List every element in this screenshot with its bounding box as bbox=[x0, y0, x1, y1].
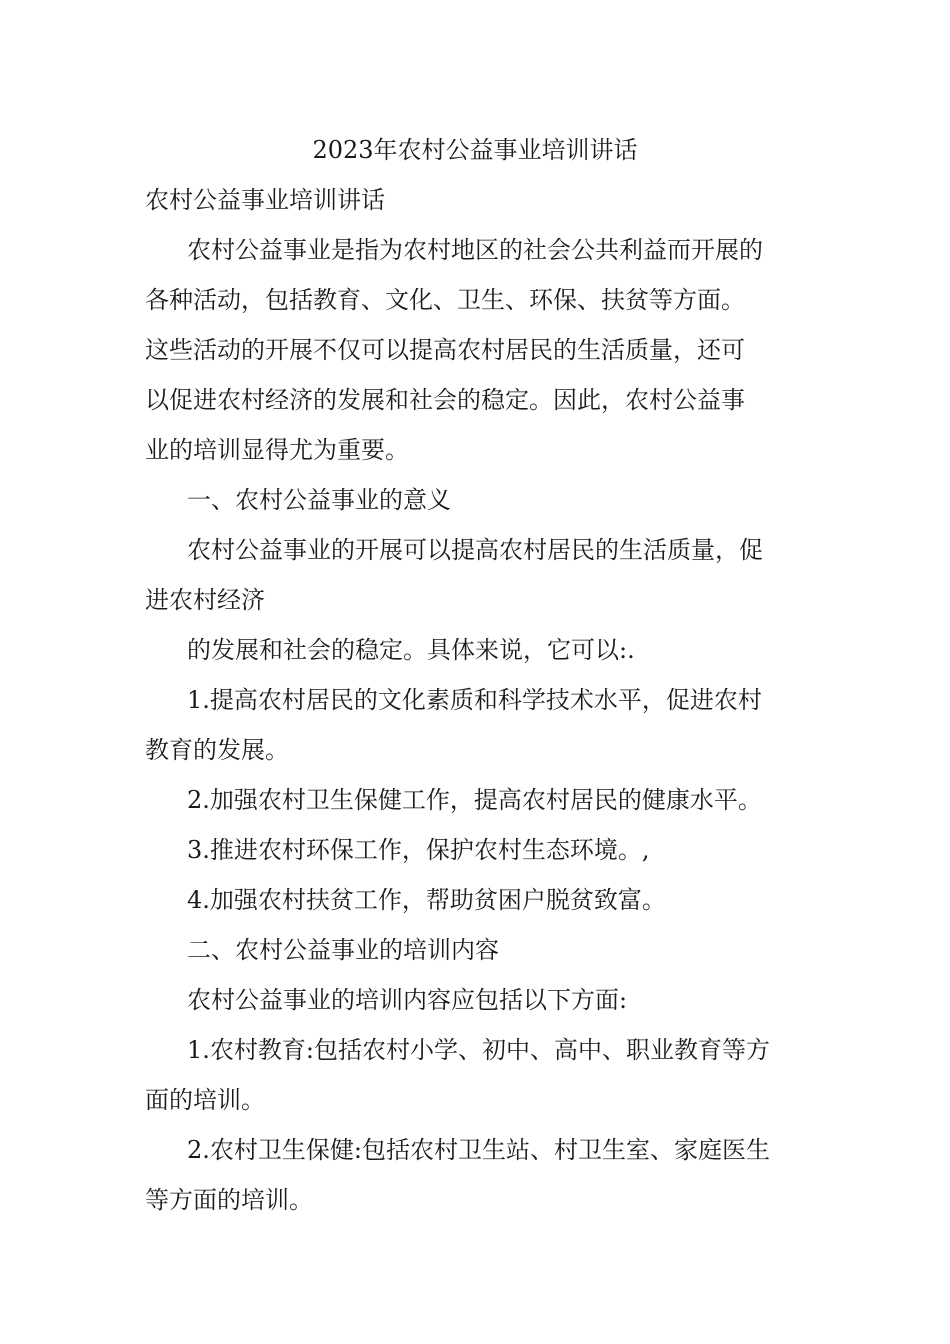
paragraph-line: 的发展和社会的稳定。具体来说，它可以:. bbox=[187, 636, 635, 664]
list-item-continuation: 等方面的培训。 bbox=[145, 1186, 313, 1214]
list-item: 2.农村卫生保健:包括农村卫生站、村卫生室、家庭医生 bbox=[187, 1136, 770, 1164]
section-heading: 二、农村公益事业的培训内容 bbox=[187, 936, 499, 964]
document-title: 2023年农村公益事业培训讲话 bbox=[312, 136, 638, 164]
paragraph-line: 业的培训显得尤为重要。 bbox=[145, 436, 409, 464]
paragraph-line: 以促进农村经济的发展和社会的稳定。因此，农村公益事 bbox=[145, 386, 745, 414]
paragraph-line: 农村公益事业的开展可以提高农村居民的生活质量，促 bbox=[187, 536, 763, 564]
paragraph-line: 农村公益事业的培训内容应包括以下方面: bbox=[187, 986, 628, 1014]
paragraph-line: 这些活动的开展不仅可以提高农村居民的生活质量，还可 bbox=[145, 336, 745, 364]
list-item: 3.推进农村环保工作，保护农村生态环境。, bbox=[187, 836, 650, 864]
list-item: 2.加强农村卫生保健工作，提高农村居民的健康水平。 bbox=[187, 786, 762, 814]
paragraph-line: 各种活动，包括教育、文化、卫生、环保、扶贫等方面。 bbox=[145, 286, 745, 314]
paragraph-line: 进农村经济 bbox=[145, 586, 265, 614]
list-item: 4.加强农村扶贫工作，帮助贫困户脱贫致富。 bbox=[187, 886, 666, 914]
list-item-continuation: 面的培训。 bbox=[145, 1086, 265, 1114]
list-item: 1.提高农村居民的文化素质和科学技术水平，促进农村 bbox=[187, 686, 762, 714]
section-heading: 一、农村公益事业的意义 bbox=[187, 486, 451, 514]
list-item-continuation: 教育的发展。 bbox=[145, 736, 289, 764]
paragraph-line: 农村公益事业是指为农村地区的社会公共利益而开展的 bbox=[187, 236, 763, 264]
list-item: 1.农村教育:包括农村小学、初中、高中、职业教育等方 bbox=[187, 1036, 770, 1064]
subtitle-line: 农村公益事业培训讲话 bbox=[145, 186, 385, 214]
